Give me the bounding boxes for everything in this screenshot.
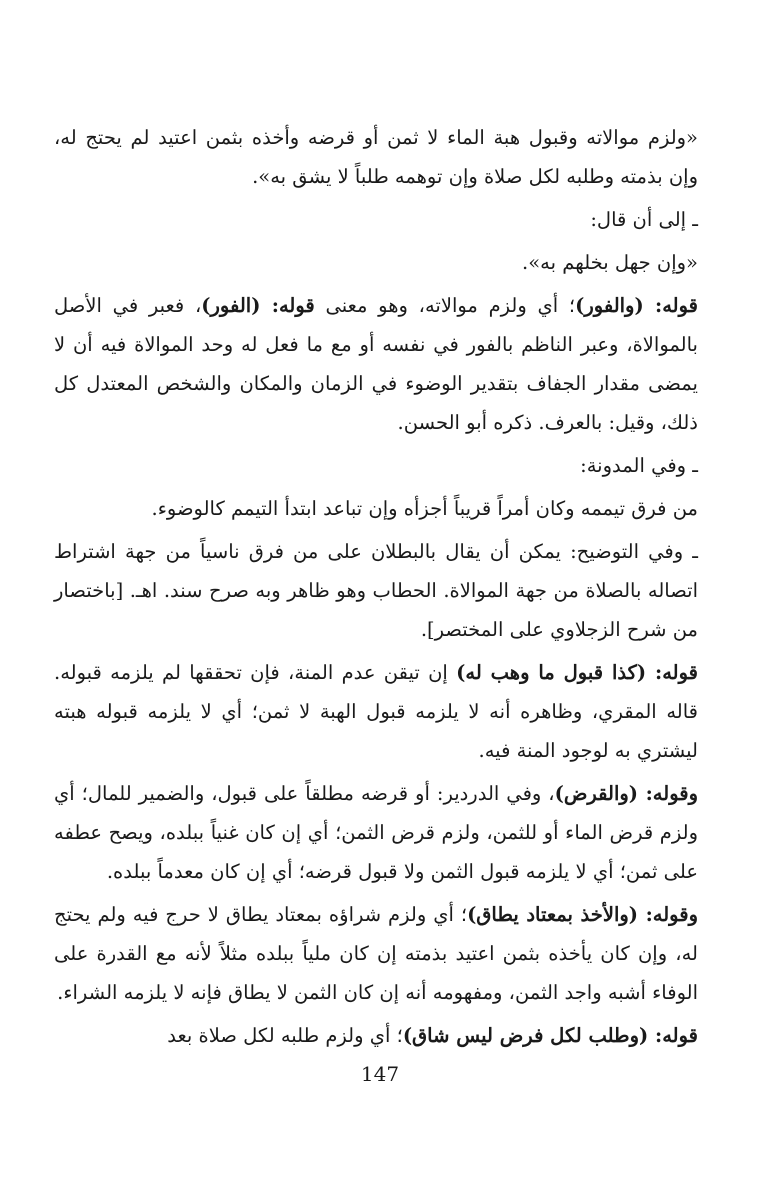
- paragraph-4: [54, 286, 698, 442]
- paragraph-6: [54, 489, 698, 528]
- paragraph-11: [54, 1016, 698, 1055]
- text-run: «وإن جهل بخلهم به».: [522, 251, 698, 274]
- text-run: ؛ أي ولزم طلبه لكل صلاة بعد: [167, 1024, 403, 1047]
- page-number: 147: [360, 1062, 400, 1086]
- text-run: من فرق تيممه وكان أمراً قريباً أجزأه وإن تباعد ابتدأ التيمم كالوضوء.: [151, 497, 698, 520]
- text-run: ـ إلى أن قال:: [590, 208, 698, 231]
- paragraph-1: [54, 118, 698, 196]
- bold-lemma: قوله: (وطلب لكل فرض ليس شاق): [402, 1024, 698, 1047]
- text-run: ـ وفي التوضيح: يمكن أن يقال بالبطلان على من فرق ناسياً من جهة اشتراط اتصاله بالصلاة من جهة الموالاة. الحطاب وهو ظاهر وبه صرح سند. اهـ. [باختصار من شرح الزجلاوي على المختصر].: [54, 540, 698, 641]
- bold-lemma: وقوله: (والأخذ بمعتاد يطاق): [467, 903, 698, 926]
- paragraph-7: [54, 532, 698, 649]
- text-run: ؛ أي ولزم موالاته، وهو معنى: [314, 294, 576, 317]
- paragraph-8: [54, 653, 698, 770]
- bold-lemma: وقوله: (والقرض): [554, 782, 699, 805]
- paragraph-5: [54, 446, 698, 485]
- text-run: ، وفي الدردير: أو قرضه مطلقاً على قبول، والضمير للمال؛ أي ولزم قرض الماء أو للثمن، ولزم قرض الثمن؛ أي إن كان غنياً ببلده، ويصح عطفه على ثمن؛ أي لا يلزمه قبول الثمن ولا قبول قرضه؛ أي إن كان معدماً ببلده.: [54, 782, 698, 883]
- text-run: ـ وفي المدونة:: [580, 454, 698, 477]
- text-run: ؛ أي ولزم شراؤه بمعتاد يطاق لا حرج فيه ولم يحتج له، وإن كان يأخذه بثمن اعتيد بذمته إن كان ملياً ببلده مثلاً لأنه مع القدرة على الوفاء أشبه واجد الثمن، ومفهومه أنه إن كان الثمن لا يطاق فإنه لا يلزمه الشراء.: [54, 903, 698, 1004]
- bold-lemma: قوله: (كذا قبول ما وهب له): [456, 661, 698, 684]
- body-text: [54, 118, 698, 1055]
- text-run: «ولزم موالاته وقبول هبة الماء لا ثمن أو قرضه وأخذه بثمن اعتيد لم يحتج له، وإن بذمته وطلبه لكل صلاة وإن توهمه طلباً لا يشق به».: [54, 126, 698, 188]
- paragraph-2: [54, 200, 698, 239]
- text-run: ، فعبر في الأصل بالموالاة، وعبر الناظم بالفور في نفسه أو مع ما فعل له وحد الموالاة فيه أن لا يمضى مقدار الجفاف بتقدير الوضوء في الزمان والمكان والشخص المعتدل كل ذلك، وقيل: بالعرف. ذكره أبو الحسن.: [54, 294, 698, 434]
- paragraph-10: [54, 895, 698, 1012]
- bold-lemma: قوله: (الفور): [201, 294, 315, 317]
- bold-lemma: قوله: (والفور): [575, 294, 698, 317]
- paragraph-3: [54, 243, 698, 282]
- paragraph-9: [54, 774, 698, 891]
- text-run: إن تيقن عدم المنة، فإن تحققها لم يلزمه قبوله. قاله المقري، وظاهره أنه لا يلزمه قبول الهبة لا ثمن؛ أي لا يلزمه قبوله هبته ليشتري به لوجود المنة فيه.: [54, 661, 698, 762]
